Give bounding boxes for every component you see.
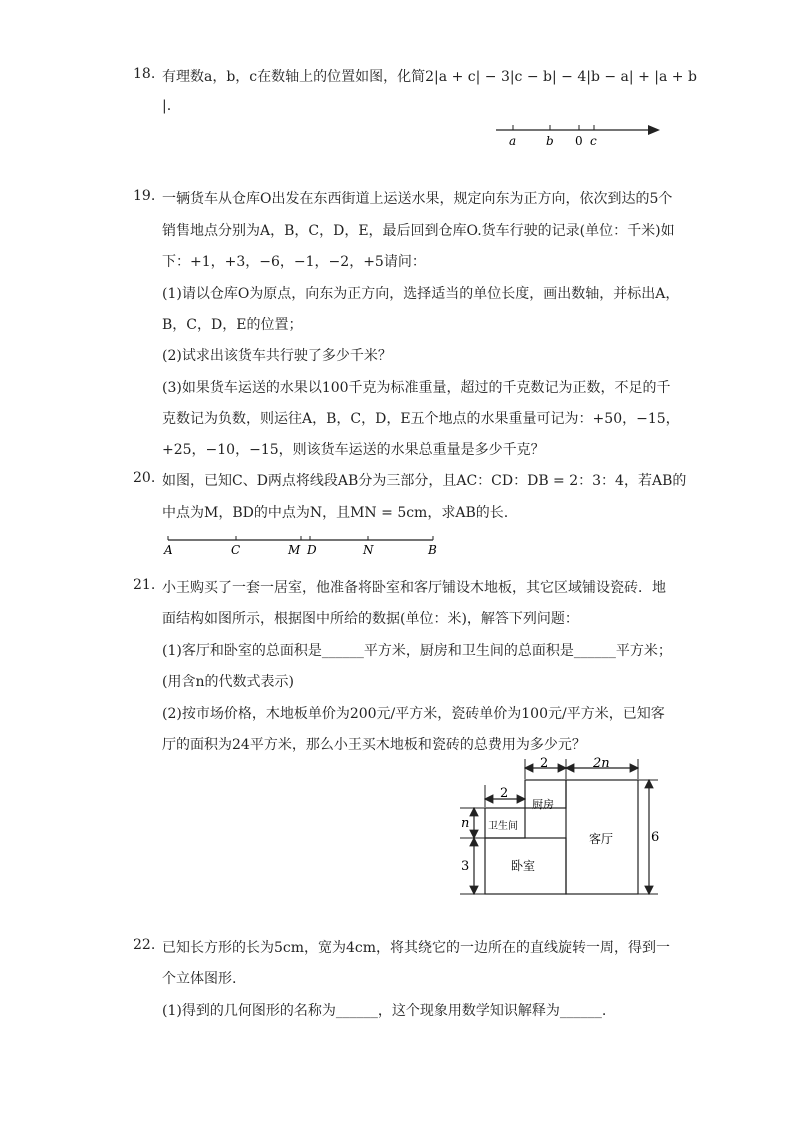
dim-label-2-top: 2 xyxy=(540,756,549,771)
question-text-line: (1)客厅和卧室的总面积是______平方米，厨房和卫生间的总面积是______平方米； xyxy=(162,643,672,659)
question-text-line: 有理数a，b，c在数轴上的位置如图，化简2|a + c| − 3|c − b| − 4|b − a| + |a + b xyxy=(162,69,697,85)
question-text-line: 已知长方形的长为5cm，宽为4cm，将其绕它的一边所在的直线旋转一周，得到一 xyxy=(162,940,671,956)
question-text-line: 小王购买了一套一居室，他准备将卧室和客厅铺设木地板，其它区域铺设瓷砖．地 xyxy=(162,580,666,596)
question-number: 22. xyxy=(133,937,156,953)
question-text-line: 一辆货车从仓库O出发在东西街道上运送水果，规定向东为正方向，依次到达的5个 xyxy=(162,191,673,207)
point-label-a: A xyxy=(164,543,173,557)
room-label-bedroom: 卧室 xyxy=(511,859,536,873)
number-line-figure xyxy=(490,118,665,152)
room-label-kitchen: 厨房 xyxy=(532,798,554,811)
question-text-line: (1)请以仓库O为原点，向东为正方向，选择适当的单位长度，画出数轴，并标出A， xyxy=(162,286,680,302)
dim-label-2-left: 2 xyxy=(500,786,509,801)
room-label-bathroom: 卫生间 xyxy=(488,821,518,832)
question-text-line: (3)如果货车运送的水果以100千克为标准重量，超过的千克数记为正数，不足的千 xyxy=(162,380,671,396)
point-label-m: M xyxy=(288,543,301,557)
question-text-line: 厅的面积为24平方米，那么小王买木地板和瓷砖的总费用为多少元？ xyxy=(162,737,586,753)
dim-label-n: n xyxy=(461,816,470,831)
point-label-c: C xyxy=(231,543,241,557)
axis-label-b: b xyxy=(546,134,554,148)
question-text-line: (2)试求出该货车共行驶了多少千米？ xyxy=(162,348,392,364)
point-label-n: N xyxy=(363,543,374,557)
question-text-line: (用含n的代数式表示) xyxy=(162,674,294,690)
question-number: 19. xyxy=(133,188,156,204)
question-number: 21. xyxy=(133,577,156,593)
line-segment-figure xyxy=(160,532,450,560)
floorplan-figure xyxy=(455,755,670,900)
question-text-line: 克数记为负数，则运往A，B，C，D，E五个地点的水果重量可记为：+50，−15， xyxy=(162,411,680,427)
question-number: 18. xyxy=(133,66,156,82)
question-text-line: 个立体图形. xyxy=(162,971,237,987)
question-text-line: 下：+1，+3，−6，−1，−2，+5请问： xyxy=(162,254,426,270)
question-text-line: (2)按市场价格，木地板单价为200元/平方米，瓷砖单价为100元/平方米，已知客 xyxy=(162,706,665,722)
question-text-line: |. xyxy=(162,98,172,114)
point-label-b: B xyxy=(428,543,437,557)
question-number: 20. xyxy=(133,470,156,486)
axis-label-c: c xyxy=(590,134,597,148)
axis-label-a: a xyxy=(509,134,517,148)
dim-label-3: 3 xyxy=(461,859,470,874)
question-text-line: 如图，已知C、D两点将线段AB分为三部分，且AC：CD：DB = 2：3：4，若AB的 xyxy=(162,473,687,489)
room-label-living-room: 客厅 xyxy=(589,832,614,846)
axis-label-zero: 0 xyxy=(575,134,583,148)
question-text-line: B，C，D，E的位置； xyxy=(162,317,303,333)
point-label-d: D xyxy=(307,543,317,557)
question-text-line: +25，−10，−15，则该货车运送的水果总重量是多少千克？ xyxy=(162,442,545,458)
question-text-line: (1)得到的几何图形的名称为______，这个现象用数学知识解释为______. xyxy=(162,1003,607,1019)
question-text-line: 中点为M，BD的中点为N，且MN = 5cm，求AB的长. xyxy=(162,505,509,521)
dim-label-6: 6 xyxy=(651,830,660,845)
question-text-line: 销售地点分别为A，B，C，D，E，最后回到仓库O.货车行驶的记录(单位：千米)如 xyxy=(162,223,675,239)
dim-label-2n: 2n xyxy=(593,756,610,771)
question-text-line: 面结构如图所示，根据图中所给的数据(单位：米)，解答下列问题： xyxy=(162,611,579,627)
